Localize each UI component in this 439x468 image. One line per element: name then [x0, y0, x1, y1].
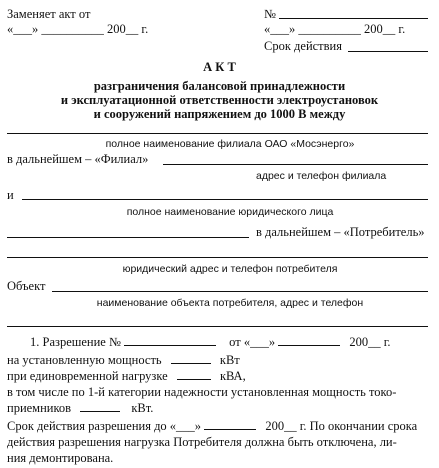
- permission-row: [30, 335, 391, 349]
- title-line-2: разграничения балансовой принадлежности: [93, 79, 346, 93]
- act-date: «___» __________ 200__ г.: [264, 22, 406, 36]
- object-label: Объект: [7, 279, 46, 293]
- validity-label: Срок действия: [264, 39, 342, 53]
- category-field: [80, 401, 120, 412]
- permission-number-field: [124, 335, 216, 346]
- act-number-field: [279, 18, 428, 19]
- object-field-2: [7, 326, 428, 327]
- validity-month-field: [204, 419, 256, 430]
- branch-hereinafter: в дальнейшем – «Филиал»: [7, 152, 149, 166]
- document-title: А К Т: [203, 60, 236, 74]
- category-line-1: в том числе по 1-й категории надежности установленная мощность токо-: [7, 385, 397, 399]
- title-line-3: и эксплуатационной ответственности электроустановок: [60, 93, 379, 107]
- validity-prefix: Срок действия разрешения до «___»: [7, 419, 202, 433]
- permission-from: от «___»: [229, 335, 276, 349]
- capacity-row: [7, 353, 240, 367]
- replaces-act-label: Заменяет акт от: [7, 7, 91, 21]
- validity-field: [348, 51, 428, 52]
- object-caption: наименование объекта потребителя, адрес и телефон: [96, 297, 364, 309]
- legal-entity-caption: полное наименование юридического лица: [126, 206, 334, 218]
- validity-line-2: действия разрешения нагрузка Потребителя должна быть отключена, ли-: [7, 435, 397, 449]
- branch-address-field: [163, 164, 428, 165]
- legal-entity-field: [22, 199, 428, 200]
- validity-mid: 200__ г. По окончании срока: [265, 419, 418, 433]
- load-row: [7, 369, 246, 383]
- load-unit: кВА,: [219, 369, 246, 383]
- permission-year: 200__ г.: [349, 335, 391, 349]
- and-label: и: [7, 188, 14, 202]
- title-line-4: и сооружений напряжением до 1000 В между: [93, 107, 346, 121]
- capacity-unit: кВт: [219, 353, 240, 367]
- category-row: [7, 401, 153, 415]
- act-number-symbol: №: [264, 7, 276, 21]
- object-field: [52, 291, 428, 292]
- category-unit: кВт.: [131, 401, 154, 415]
- permission-prefix: 1. Разрешение №: [30, 335, 121, 349]
- permission-month-field: [278, 335, 340, 346]
- branch-address-caption: адрес и телефон филиала: [256, 170, 387, 182]
- validity-line-3: ния демонтирована.: [7, 451, 114, 465]
- consumer-address-field: [7, 257, 428, 258]
- load-field: [177, 369, 211, 380]
- load-label: при единовременной нагрузке: [7, 369, 168, 383]
- capacity-label: на установленную мощность: [7, 353, 162, 367]
- consumer-address-caption: юридический адрес и телефон потребителя: [122, 263, 338, 275]
- validity-row: [7, 419, 417, 433]
- branch-name-field: [7, 133, 428, 134]
- replaces-act-date: «___» __________ 200__ г.: [7, 22, 149, 36]
- branch-name-caption: полное наименование филиала ОАО «Мосэнерго»: [105, 138, 355, 150]
- category-prefix: приемников: [7, 401, 72, 415]
- capacity-field: [171, 353, 211, 364]
- consumer-hereinafter: в дальнейшем – «Потребитель»: [256, 225, 425, 239]
- legal-entity-field-2: [7, 237, 249, 238]
